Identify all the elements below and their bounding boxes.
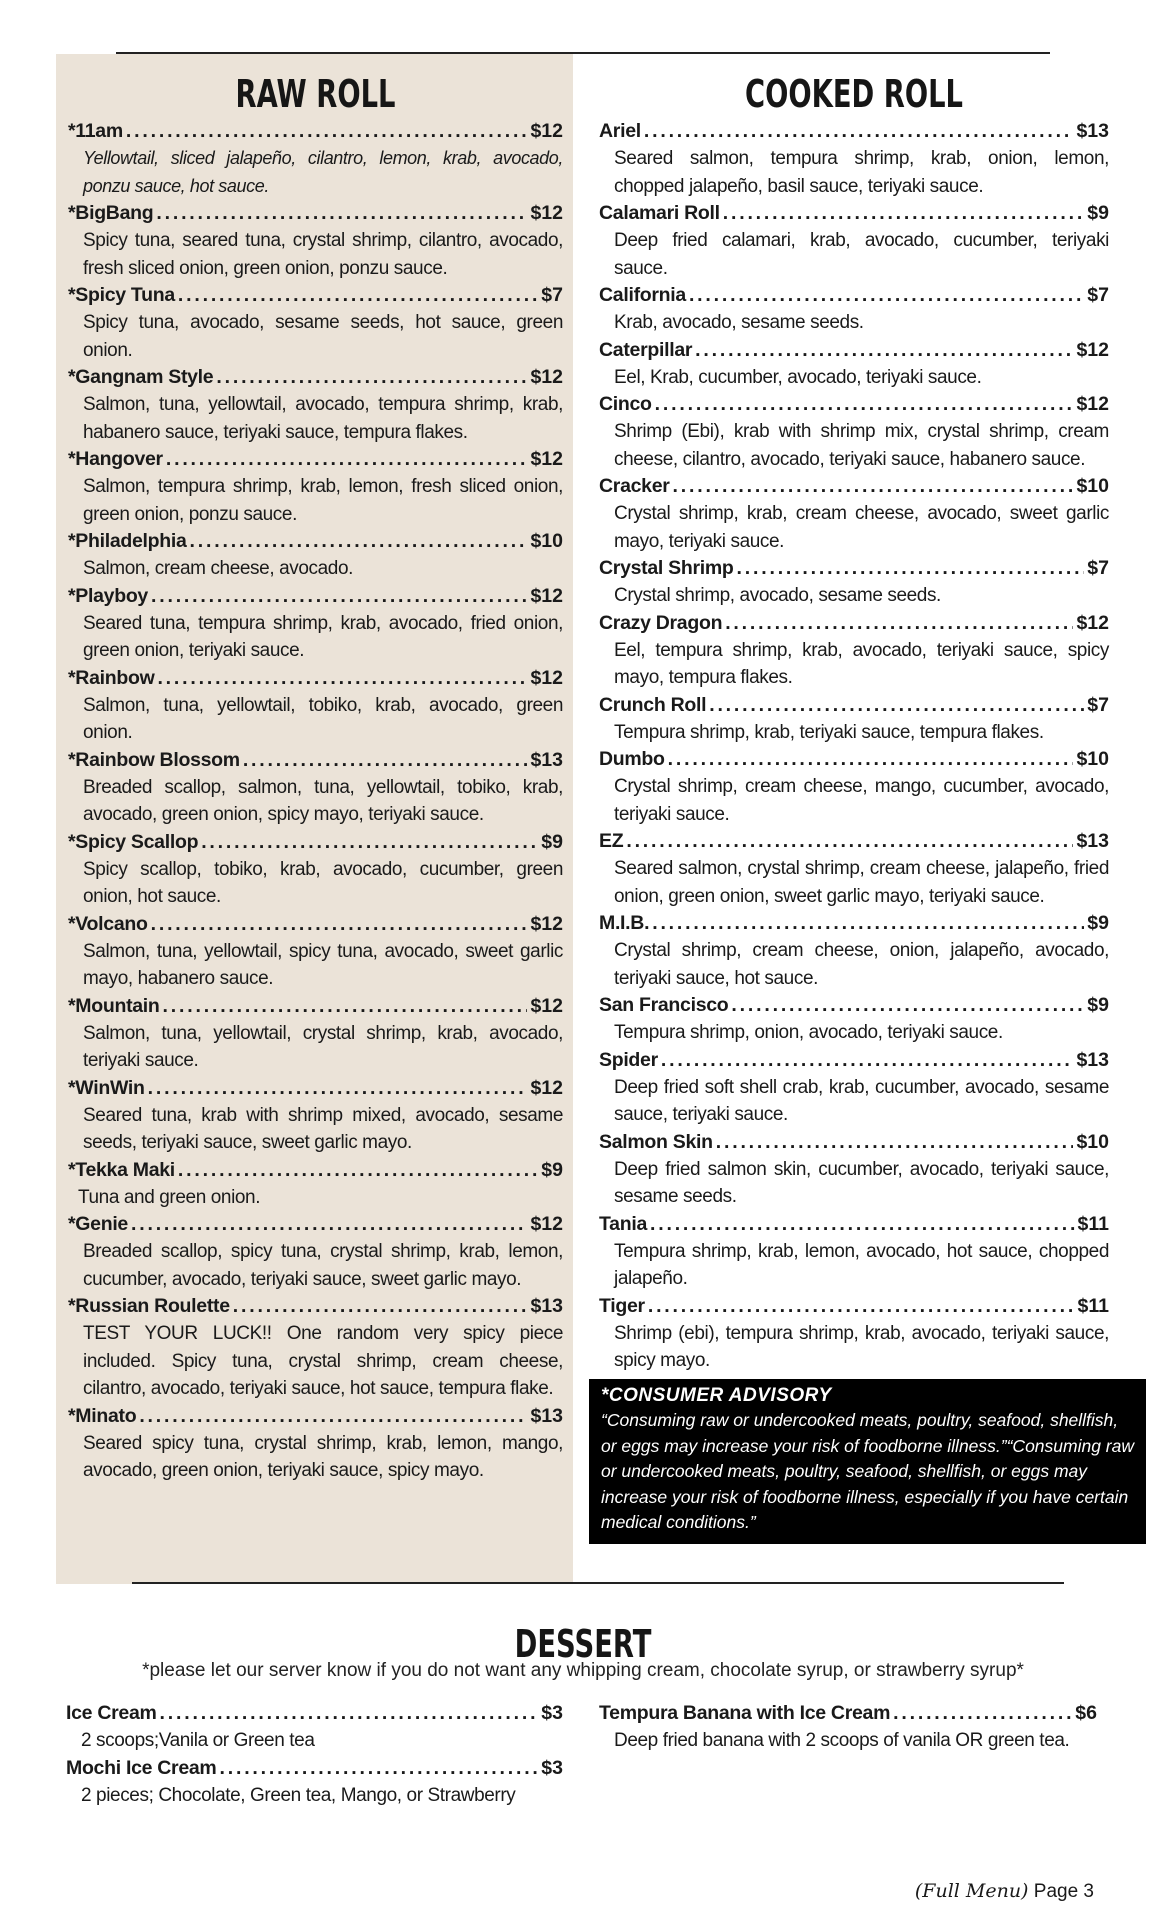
menu-item xyxy=(599,200,1109,282)
dot-leader xyxy=(650,1211,1075,1238)
menu-item-header xyxy=(68,747,563,774)
menu-item-header xyxy=(599,828,1109,855)
menu-item-header xyxy=(68,1211,563,1238)
menu-item-name: *Tekka Maki xyxy=(68,1158,175,1181)
raw-roll-list xyxy=(68,118,563,1485)
menu-item xyxy=(68,993,563,1075)
menu-item xyxy=(68,282,563,364)
menu-item xyxy=(599,992,1109,1047)
menu-item-name: *Spicy Tuna xyxy=(68,284,175,306)
menu-item-description: Crystal shrimp, cream cheese, onion, jalapeño, avocado, teriyaki sauce, hot sauce. xyxy=(614,940,1109,989)
menu-item-header xyxy=(599,282,1109,309)
menu-item xyxy=(68,911,563,993)
menu-item-header xyxy=(68,446,563,473)
menu-item-description: Salmon, tuna, yellowtail, crystal shrimp, krab, avocado, teriyaki sauce. xyxy=(83,1022,563,1071)
menu-item-price: $9 xyxy=(541,830,563,853)
menu-item-header xyxy=(68,911,563,938)
menu-item-header xyxy=(599,473,1109,500)
menu-item-price: $9 xyxy=(1087,912,1109,934)
dot-leader xyxy=(655,391,1074,418)
menu-item-name: *Spicy Scallop xyxy=(68,830,199,853)
menu-item-header xyxy=(68,118,563,145)
menu-item-price: $3 xyxy=(541,1756,563,1779)
menu-item-price: $12 xyxy=(530,994,563,1017)
menu-item-header xyxy=(68,1403,563,1430)
menu-item xyxy=(599,692,1109,747)
menu-item-description: Shrimp (Ebi), krab with shrimp mix, crystal shrimp, cream cheese, cilantro, avocado, teriyaki sauce, habanero sauce. xyxy=(614,421,1109,470)
menu-item xyxy=(68,583,563,665)
menu-item-name: *Minato xyxy=(68,1404,137,1427)
dot-leader xyxy=(139,1403,527,1430)
menu-item-name: Calamari Roll xyxy=(599,202,720,224)
menu-item-name: *Genie xyxy=(68,1213,128,1235)
footer-label: (Full Menu) xyxy=(914,1880,1029,1902)
menu-item-description: Deep fried banana with 2 scoops of vanila OR green tea. xyxy=(614,1730,1070,1751)
menu-item-price: $13 xyxy=(530,1404,563,1427)
dessert-note: *please let our server know if you do not want any whipping cream, chocolate syrup, or strawberry syrup* xyxy=(142,1660,1024,1681)
menu-item xyxy=(599,1293,1109,1375)
menu-item-description: Salmon, tuna, yellowtail, avocado, tempura shrimp, krab, habanero sauce, teriyaki sauce, tempura flakes. xyxy=(83,394,563,443)
menu-item-name: *Volcano xyxy=(68,912,148,935)
dot-leader xyxy=(673,473,1074,500)
dot-leader xyxy=(178,282,538,309)
menu-item-header xyxy=(68,665,563,692)
menu-item-header xyxy=(68,1157,563,1184)
menu-item-description: Breaded scallop, spicy tuna, crystal shrimp, krab, lemon, cucumber, avocado, teriyaki sauce, sweet garlic mayo. xyxy=(83,1241,563,1290)
dot-leader xyxy=(725,610,1073,637)
dot-leader xyxy=(201,829,538,856)
page-number: Page 3 xyxy=(1033,1881,1094,1902)
menu-item-price: $13 xyxy=(1076,830,1109,852)
menu-item xyxy=(599,337,1109,392)
dot-leader xyxy=(219,1755,538,1782)
menu-item-price: $7 xyxy=(541,284,563,306)
menu-item-name: Salmon Skin xyxy=(599,1130,713,1153)
menu-item xyxy=(68,446,563,528)
menu-item-price: $10 xyxy=(530,530,563,552)
menu-item-description: Eel, Krab, cucumber, avocado, teriyaki sauce. xyxy=(614,366,982,388)
menu-item-name: M.I.B. xyxy=(599,912,650,934)
dot-leader xyxy=(243,747,528,774)
menu-item xyxy=(68,200,563,282)
menu-item-description: Tuna and green onion. xyxy=(78,1186,261,1208)
menu-item-header xyxy=(599,337,1109,364)
dot-leader xyxy=(216,364,527,391)
menu-item-price: $12 xyxy=(530,366,563,388)
dot-leader xyxy=(709,692,1084,719)
menu-item-header xyxy=(599,910,1109,937)
dot-leader xyxy=(644,118,1074,145)
dot-leader xyxy=(178,1157,538,1184)
dot-leader xyxy=(131,1211,527,1238)
menu-item-price: $9 xyxy=(541,1158,563,1181)
menu-item-name: Cinco xyxy=(599,393,652,415)
menu-item-name: *Gangnam Style xyxy=(68,366,214,388)
menu-item-header xyxy=(599,692,1109,719)
menu-item-description: Krab, avocado, sesame seeds. xyxy=(614,312,864,333)
menu-item-header xyxy=(599,200,1109,227)
menu-item-name: *Hangover xyxy=(68,448,163,470)
menu-item-price: $3 xyxy=(541,1702,563,1724)
menu-item-header xyxy=(68,993,563,1020)
dot-leader xyxy=(737,555,1085,582)
menu-item-header xyxy=(68,1293,563,1320)
menu-item-name: EZ xyxy=(599,830,624,852)
menu-item-description: Shrimp (ebi), tempura shrimp, krab, avocado, teriyaki sauce, spicy mayo. xyxy=(614,1322,1109,1371)
menu-item xyxy=(599,910,1109,992)
menu-item xyxy=(68,829,563,911)
menu-item xyxy=(599,1700,1097,1755)
raw-roll-title: RAW ROLL xyxy=(235,72,396,116)
menu-item xyxy=(66,1700,563,1755)
menu-item-description: Seared spicy tuna, crystal shrimp, krab, lemon, mango, avocado, green onion, teriyaki sauce, spicy mayo. xyxy=(83,1432,563,1481)
menu-item-name: Spider xyxy=(599,1048,658,1071)
menu-item-price: $12 xyxy=(530,202,563,224)
menu-item-header xyxy=(599,1129,1109,1156)
menu-item-description: Spicy scallop, tobiko, krab, avocado, cucumber, green onion, hot sauce. xyxy=(83,858,563,907)
menu-item-header xyxy=(599,1047,1109,1074)
dessert-title: DESSERT xyxy=(514,1622,652,1666)
menu-item-name: *Rainbow xyxy=(68,666,155,689)
menu-item-price: $13 xyxy=(1076,120,1109,142)
dot-leader xyxy=(190,528,528,555)
dot-leader xyxy=(893,1700,1072,1727)
menu-item-price: $12 xyxy=(530,1076,563,1099)
menu-item-name: Tempura Banana with Ice Cream xyxy=(599,1702,891,1724)
menu-item xyxy=(599,473,1109,555)
menu-item-price: $6 xyxy=(1075,1702,1097,1724)
dot-leader xyxy=(166,446,528,473)
menu-item-description: Seared salmon, tempura shrimp, krab, onion, lemon, chopped jalapeño, basil sauce, teriyaki sauce. xyxy=(614,148,1109,197)
menu-item-name: *WinWin xyxy=(68,1076,145,1099)
page-footer xyxy=(915,1880,1094,1903)
raw-roll-section xyxy=(56,54,573,1584)
menu-item-name: Tiger xyxy=(599,1294,645,1317)
dot-leader xyxy=(163,993,528,1020)
advisory-text: “Consuming raw or undercooked meats, poultry, seafood, shellfish, or eggs may increase your risk of foodborne illness.”“Consuming raw or undercooked meats, poultry, seafood, shellfish, or eggs may increase your risk of foodborne illness, especially if you have certain medical conditions.” xyxy=(601,1410,1135,1532)
menu-item-price: $9 xyxy=(1087,202,1109,224)
menu-item-name: Caterpillar xyxy=(599,338,693,361)
menu-item-description: Deep fried salmon skin, cucumber, avocado, teriyaki sauce, sesame seeds. xyxy=(614,1158,1109,1207)
bottom-rule xyxy=(132,1582,1064,1584)
menu-item-header xyxy=(68,282,563,309)
menu-item-price: $13 xyxy=(530,1295,563,1317)
menu-item-description: 2 scoops;Vanila or Green tea xyxy=(81,1730,315,1751)
menu-item-price: $12 xyxy=(1076,393,1109,415)
menu-item-header xyxy=(599,1700,1097,1727)
menu-item-price: $12 xyxy=(530,1213,563,1235)
menu-item-header xyxy=(68,829,563,856)
menu-item xyxy=(68,1157,563,1212)
menu-item-description: Tempura shrimp, krab, lemon, avocado, hot sauce, chopped jalapeño. xyxy=(614,1240,1109,1289)
menu-item-name: Cracker xyxy=(599,475,670,497)
menu-item-price: $12 xyxy=(1076,338,1109,361)
menu-item-price: $9 xyxy=(1087,994,1109,1016)
menu-item-name: Mochi Ice Cream xyxy=(66,1756,217,1779)
menu-item-header xyxy=(68,583,563,610)
menu-item-description: Spicy tuna, avocado, sesame seeds, hot sauce, green onion. xyxy=(83,312,563,361)
menu-item-description: Seared salmon, crystal shrimp, cream cheese, jalapeño, fried onion, green onion, sweet garlic mayo, teriyaki sauce. xyxy=(614,858,1109,907)
menu-item-description: Seared tuna, krab with shrimp mixed, avocado, sesame seeds, teriyaki sauce, sweet garlic mayo. xyxy=(83,1104,563,1153)
menu-item-name: Ice Cream xyxy=(66,1702,157,1724)
menu-item-price: $12 xyxy=(530,120,563,142)
menu-item-description: Crystal shrimp, avocado, sesame seeds. xyxy=(614,585,941,606)
dot-leader xyxy=(151,583,527,610)
menu-item-description: Breaded scallop, salmon, tuna, yellowtail, tobiko, krab, avocado, green onion, spicy mayo, teriyaki sauce. xyxy=(83,776,563,825)
menu-item xyxy=(68,1211,563,1293)
menu-item-price: $12 xyxy=(530,912,563,935)
menu-item-header xyxy=(68,364,563,391)
menu-item-header xyxy=(599,118,1109,145)
dessert-right-list xyxy=(599,1700,1097,1755)
dot-leader xyxy=(652,910,1084,937)
menu-item-header xyxy=(68,528,563,555)
menu-item-price: $12 xyxy=(530,584,563,607)
menu-item-name: *11am xyxy=(68,120,123,142)
menu-item-name: *Philadelphia xyxy=(68,530,187,552)
dot-leader xyxy=(126,118,528,145)
menu-item xyxy=(68,528,563,583)
menu-item-header xyxy=(599,1211,1109,1238)
dot-leader xyxy=(661,1047,1074,1074)
menu-item-price: $7 xyxy=(1087,284,1109,306)
menu-item xyxy=(599,1047,1109,1129)
menu-item xyxy=(599,118,1109,200)
menu-item-header xyxy=(66,1700,563,1727)
dot-leader xyxy=(648,1293,1075,1320)
menu-item-description: Salmon, tuna, yellowtail, tobiko, krab, avocado, green onion. xyxy=(83,694,563,743)
menu-item-price: $7 xyxy=(1087,557,1109,579)
cooked-roll-list xyxy=(599,118,1109,1375)
menu-item-price: $13 xyxy=(530,748,563,771)
consumer-advisory xyxy=(589,1379,1146,1544)
menu-item-price: $12 xyxy=(530,666,563,689)
menu-item-description: Salmon, cream cheese, avocado. xyxy=(83,558,353,579)
menu-item-name: Crazy Dragon xyxy=(599,611,723,634)
menu-item-name: San Francisco xyxy=(599,994,729,1016)
menu-item xyxy=(599,746,1109,828)
menu-item-price: $10 xyxy=(1076,1130,1109,1153)
menu-item-description: Tempura shrimp, onion, avocado, teriyaki sauce. xyxy=(614,1022,1003,1043)
dot-leader xyxy=(626,828,1073,855)
menu-item xyxy=(68,364,563,446)
menu-item-description: Deep fried soft shell crab, krab, cucumber, avocado, sesame sauce, teriyaki sauce. xyxy=(614,1076,1109,1125)
menu-item xyxy=(68,118,563,200)
menu-item-price: $13 xyxy=(1076,1048,1109,1071)
menu-item xyxy=(599,1129,1109,1211)
dot-leader xyxy=(716,1129,1074,1156)
menu-item-description: Spicy tuna, seared tuna, crystal shrimp, cilantro, avocado, fresh sliced onion, green onion, ponzu sauce. xyxy=(83,230,563,279)
dot-leader xyxy=(723,200,1085,227)
menu-item-description: Salmon, tempura shrimp, krab, lemon, fresh sliced onion, green onion, ponzu sauce. xyxy=(83,476,563,525)
dot-leader xyxy=(151,911,528,938)
menu-item-name: *Playboy xyxy=(68,584,148,607)
menu-item xyxy=(599,828,1109,910)
menu-item xyxy=(68,1293,563,1403)
menu-item-header xyxy=(599,391,1109,418)
menu-item xyxy=(599,391,1109,473)
menu-item-header xyxy=(599,992,1109,1019)
dessert-left-list xyxy=(66,1700,563,1809)
menu-item-price: $7 xyxy=(1087,693,1109,716)
menu-item xyxy=(599,555,1109,610)
menu-item-price: $11 xyxy=(1077,1294,1109,1317)
cooked-roll-section xyxy=(591,54,1166,1584)
menu-item-name: Crunch Roll xyxy=(599,693,707,716)
dot-leader xyxy=(160,1700,539,1727)
menu-item-name: *Rainbow Blossom xyxy=(68,748,240,771)
menu-item-header xyxy=(599,555,1109,582)
menu-item-name: *BigBang xyxy=(68,202,154,224)
dot-leader xyxy=(689,282,1084,309)
menu-item-description: Yellowtail, sliced jalapeño, cilantro, lemon, krab, avocado, ponzu sauce, hot sauce. xyxy=(83,148,563,196)
menu-item-header xyxy=(599,746,1109,773)
menu-item-description: Crystal shrimp, krab, cream cheese, avocado, sweet garlic mayo, teriyaki sauce. xyxy=(614,503,1109,552)
menu-item-name: Tania xyxy=(599,1212,647,1235)
cooked-roll-title: COOKED ROLL xyxy=(745,72,963,116)
dot-leader xyxy=(156,200,527,227)
menu-item-price: $12 xyxy=(1076,611,1109,634)
menu-item-name: *Mountain xyxy=(68,994,160,1017)
menu-item-header xyxy=(599,610,1109,637)
dot-leader xyxy=(148,1075,528,1102)
dot-leader xyxy=(731,992,1084,1019)
dot-leader xyxy=(668,746,1074,773)
advisory-title: *CONSUMER ADVISORY xyxy=(601,1384,832,1406)
menu-item-description: Seared tuna, tempura shrimp, krab, avocado, fried onion, green onion, teriyaki sauce. xyxy=(83,612,563,661)
menu-item-price: $12 xyxy=(530,448,563,470)
menu-item xyxy=(599,610,1109,692)
menu-item-description: TEST YOUR LUCK!! One random very spicy piece included. Spicy tuna, crystal shrimp, cream cheese, cilantro, avocado, teriyaki sauce, hot sauce, tempura flake. xyxy=(83,1323,563,1399)
menu-item xyxy=(599,1211,1109,1293)
menu-item-name: Dumbo xyxy=(599,748,665,770)
dot-leader xyxy=(157,665,527,692)
menu-item-description: Eel, tempura shrimp, krab, avocado, teriyaki sauce, spicy mayo, tempura flakes. xyxy=(614,639,1109,688)
dot-leader xyxy=(695,337,1073,364)
menu-item-name: *Russian Roulette xyxy=(68,1295,230,1317)
menu-item-price: $11 xyxy=(1077,1212,1109,1235)
menu-item-description: Deep fried calamari, krab, avocado, cucumber, teriyaki sauce. xyxy=(614,230,1109,279)
menu-item-header xyxy=(66,1755,563,1782)
menu-item-description: Crystal shrimp, cream cheese, mango, cucumber, avocado, teriyaki sauce. xyxy=(614,776,1109,825)
menu-item-header xyxy=(68,200,563,227)
menu-item-description: Salmon, tuna, yellowtail, spicy tuna, avocado, sweet garlic mayo, habanero sauce. xyxy=(83,940,563,989)
menu-item-name: California xyxy=(599,284,686,306)
menu-item-price: $10 xyxy=(1076,475,1109,497)
menu-item-name: Ariel xyxy=(599,120,641,142)
menu-item xyxy=(68,1075,563,1157)
menu-item xyxy=(68,665,563,747)
menu-item-description: 2 pieces; Chocolate, Green tea, Mango, or Strawberry xyxy=(81,1784,516,1806)
menu-item xyxy=(68,747,563,829)
menu-item-description: Tempura shrimp, krab, teriyaki sauce, tempura flakes. xyxy=(614,721,1044,743)
menu-item-header xyxy=(599,1293,1109,1320)
menu-item-name: Crystal Shrimp xyxy=(599,557,734,579)
menu-item xyxy=(66,1755,563,1810)
menu-item-price: $10 xyxy=(1076,748,1109,770)
menu-item xyxy=(599,282,1109,337)
menu-item-header xyxy=(68,1075,563,1102)
dot-leader xyxy=(233,1293,528,1320)
menu-item xyxy=(68,1403,563,1485)
